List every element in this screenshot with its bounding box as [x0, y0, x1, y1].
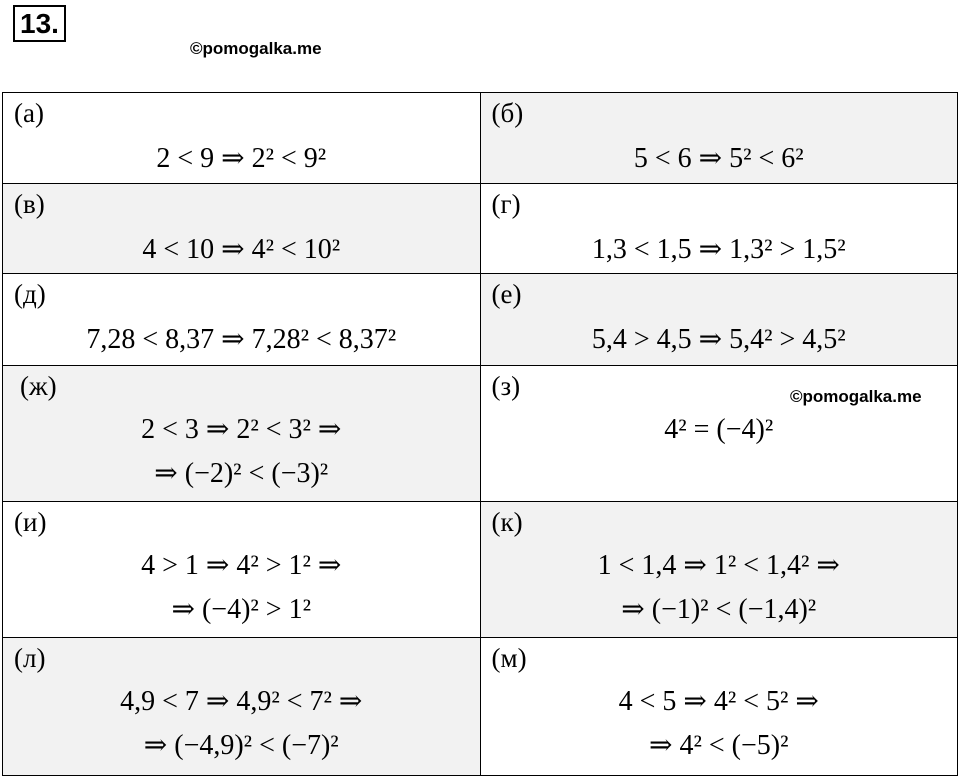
cell-math-line: 7,28 < 8,37 ⇒ 7,28² < 8,37² — [86, 324, 397, 355]
cell-label: (л) — [14, 643, 46, 673]
cell-a — [3, 93, 481, 184]
cell-z — [480, 366, 958, 502]
cell-label: (б) — [491, 98, 524, 128]
cell-math-line: 1,3 < 1,5 ⇒ 1,3² > 1,5² — [591, 234, 846, 265]
cell-i — [3, 502, 481, 638]
cell-v — [3, 184, 481, 274]
watermark: ©pomogalka.me — [190, 39, 322, 58]
task-number: 13. — [13, 5, 66, 42]
cell-label: (д) — [14, 279, 46, 309]
cell-math-line: 5 < 6 ⇒ 5² < 6² — [633, 143, 804, 174]
answers-table — [2, 92, 958, 776]
cell-math-line: 5,4 > 4,5 ⇒ 5,4² > 4,5² — [591, 324, 846, 355]
cell-math-line: ⇒ (−1)² < (−1,4)² — [621, 594, 817, 625]
cell-math-line: 4,9 < 7 ⇒ 4,9² < 7² ⇒ — [120, 686, 363, 717]
cell-b — [480, 93, 958, 184]
cell-m — [480, 638, 958, 776]
cell-label: (ж) — [20, 371, 57, 401]
cell-math-line: 4 < 10 ⇒ 4² < 10² — [142, 234, 341, 265]
cell-label: (е) — [491, 279, 522, 309]
cell-math-line: 4² = (−4)² — [664, 414, 774, 445]
cell-math-line: 1 < 1,4 ⇒ 1² < 1,4² ⇒ — [597, 550, 840, 581]
cell-d — [3, 274, 481, 366]
cell-math-line: 2 < 3 ⇒ 2² < 3² ⇒ — [141, 414, 342, 445]
cell-e — [480, 274, 958, 366]
cell-label: (м) — [491, 643, 527, 673]
cell-math-line: ⇒ (−4)² > 1² — [171, 594, 311, 625]
cell-math-line: ⇒ (−2)² < (−3)² — [154, 458, 329, 489]
cell-label: (к) — [491, 507, 523, 537]
cell-math-line: 4 < 5 ⇒ 4² < 5² ⇒ — [618, 686, 819, 717]
cell-zh — [3, 366, 481, 502]
cell-label: (з) — [491, 371, 521, 401]
watermark: ©pomogalka.me — [790, 387, 922, 406]
cell-math-line: 2 < 9 ⇒ 2² < 9² — [156, 143, 327, 174]
cell-g — [480, 184, 958, 274]
cell-k — [480, 502, 958, 638]
cell-math-line: ⇒ (−4,9)² < (−7)² — [143, 730, 339, 761]
cell-l — [3, 638, 481, 776]
cell-label: (в) — [14, 189, 45, 219]
cell-math-line: ⇒ 4² < (−5)² — [649, 730, 789, 761]
cell-label: (а) — [14, 98, 44, 128]
cell-label: (и) — [14, 507, 47, 537]
cell-label: (г) — [491, 189, 521, 219]
cell-math-line: 4 > 1 ⇒ 4² > 1² ⇒ — [141, 550, 342, 581]
